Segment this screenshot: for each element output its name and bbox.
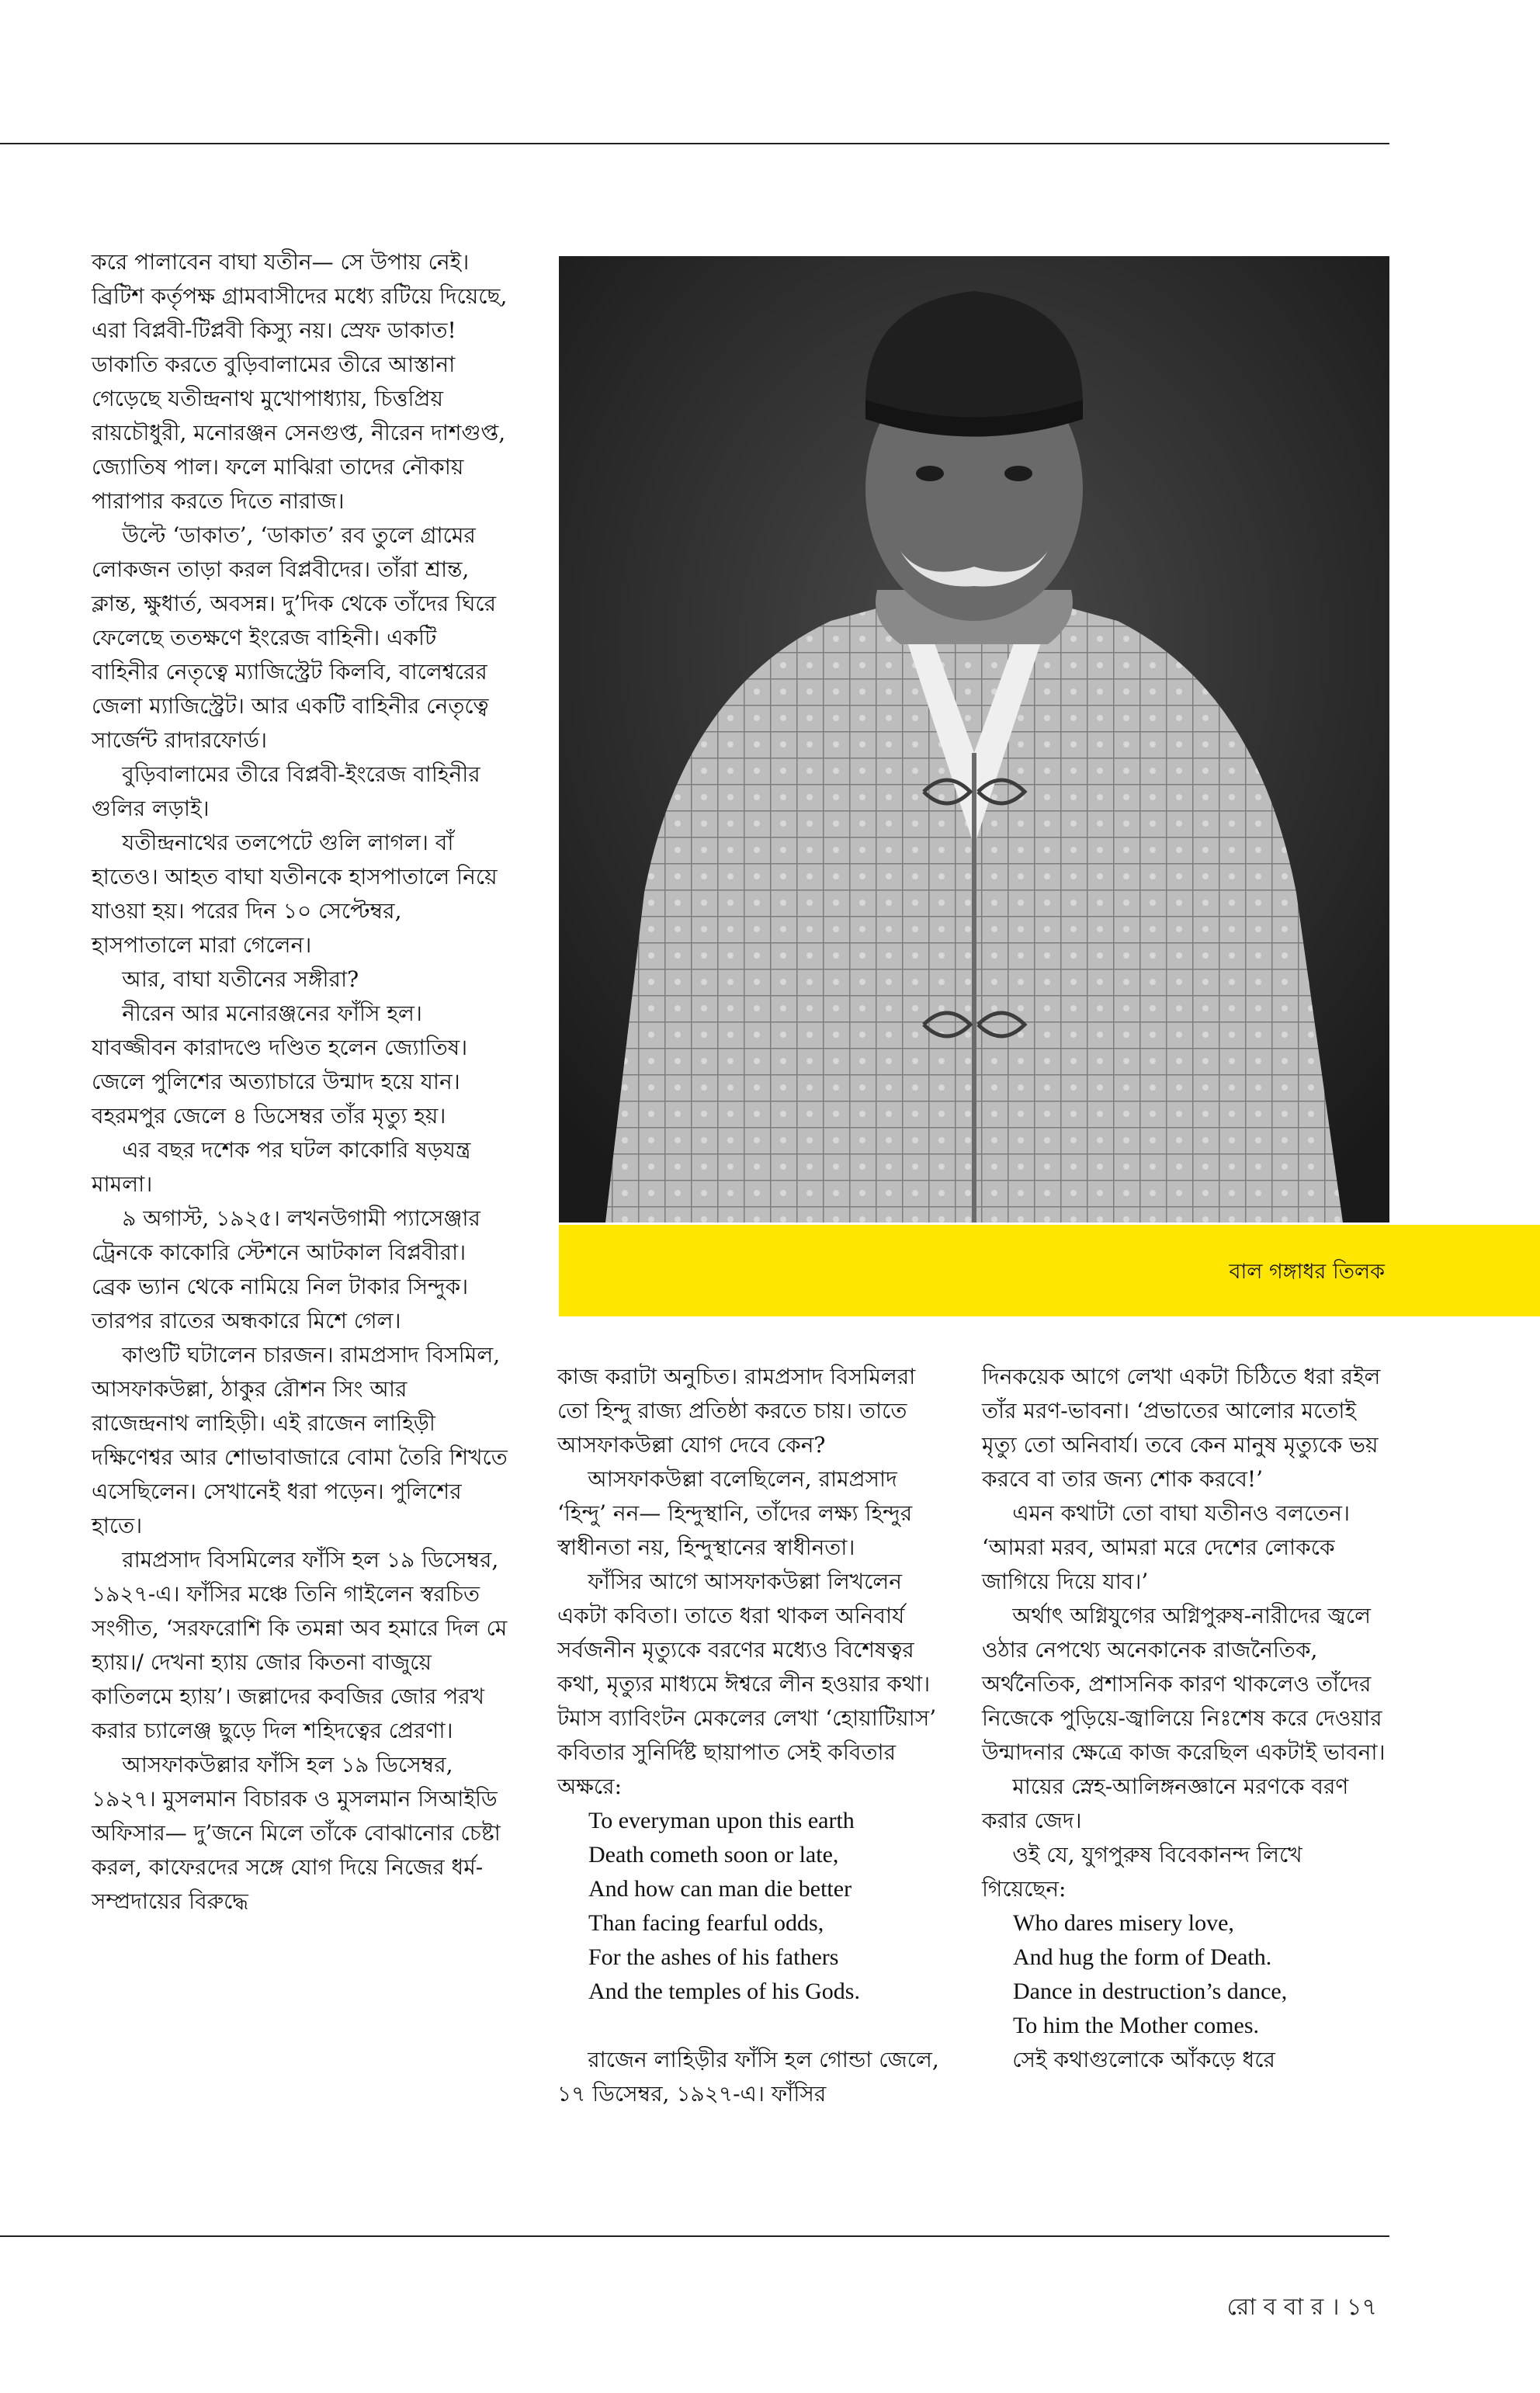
- left-column: [92, 245, 508, 1919]
- paragraph: ওই যে, যুগপুরুষ বিবেকানন্দ লিখে গিয়েছেন:: [982, 1842, 1302, 1902]
- bottom-rule: [0, 2235, 1389, 2237]
- paragraph: যতীন্দ্রনাথের তলপেটে গুলি লাগল। বাঁ হাতেও। আহত বাঘা যতীনকে হাসপাতালে নিয়ে যাওয়া হয়। পরের দিন ১০ সেপ্টেম্বর, হাসপাতালে মারা গেলেন।: [92, 830, 498, 958]
- paragraph: মায়ের স্নেহ-আলিঙ্গনজ্ঞানে মরণকে বরণ করার জেদ।: [982, 1774, 1349, 1833]
- page-footer: রো ব বা র । ১৭: [1226, 2294, 1377, 2321]
- paragraph: ৯ অগাস্ট, ১৯২৫। লখনউগামী প্যাসেঞ্জার ট্রেনকে কাকোরি স্টেশনে আটকাল বিপ্লবীরা। ব্রেক ভ্যান থেকে নামিয়ে নিল টাকার সিন্দুক। তারপর রাতের অন্ধকারে মিশে গেল।: [92, 1205, 480, 1333]
- paragraph: আর, বাঘা যতীনের সঙ্গীরা?: [122, 966, 359, 992]
- poem-line: Dance in destruction’s dance,: [1013, 1979, 1288, 2004]
- paragraph: আসফাকউল্লা বলেছিলেন, রামপ্রসাদ ‘হিন্দু’ নন— হিন্দুস্থানি, তাঁদের লক্ষ্য হিন্দুর স্বাধীনতা নয়, হিন্দুস্থানের স্বাধীনতা।: [557, 1466, 913, 1560]
- top-rule: [0, 143, 1389, 144]
- poem-line: And how can man die better: [588, 1876, 852, 1902]
- paragraph: বুড়িবালামের তীরে বিপ্লবী-ইংরেজ বাহিনীর গুলির লড়াই।: [92, 761, 480, 821]
- poem-line: Than facing fearful odds,: [588, 1910, 824, 1936]
- paragraph: দিনকয়েক আগে লেখা একটা চিঠিতে ধরা রইল তাঁর মরণ-ভাবনা। ‘প্রভাতের আলোর মতোই মৃত্যু তো অনিবার্য। তবে কেন মানুষ মৃত্যুকে ভয় করবে বা তার জন্য শোক করবে!’: [982, 1364, 1381, 1492]
- paragraph: কাণ্ডটি ঘটালেন চারজন। রামপ্রসাদ বিসমিল, আসফাকউল্লা, ঠাকুর রৌশন সিং আর রাজেন্দ্রনাথ লাহিড়ী। এই রাজেন লাহিড়ী দক্ষিণেশ্বর আর শোভাবাজারে বোমা তৈরি শিখতে এসেছিলেন। সেখানেই ধরা পড়েন। পুলিশের হাতে।: [92, 1342, 508, 1538]
- paragraph: রামপ্রসাদ বিসমিলের ফাঁসি হল ১৯ ডিসেম্বর, ১৯২৭-এ। ফাঁসির মঞ্চে তিনি গাইলেন স্বরচিত সংগীত, ‘সরফরোশি কি তমন্না অব হমারে দিল মে হ্যায়।/ দেখনা হ্যায় জোর কিতনা বাজুয়ে কাতিলমে হ্যায়’। জল্লাদের কবজির জোর পরখ করার চ্যালেঞ্জ ছুড়ে দিল শহিদত্বের প্রেরণা।: [92, 1547, 508, 1743]
- portrait-photo: [559, 256, 1389, 1223]
- paragraph: করে পালাবেন বাঘা যতীন— সে উপায় নেই। ব্রিটিশ কর্তৃপক্ষ গ্রামবাসীদের মধ্যে রটিয়ে দিয়েছে, এরা বিপ্লবী-টিপ্লবী কিস্যু নয়। স্রেফ ডাকাত! ডাকাতি করতে বুড়িবালামের তীরে আস্তানা গেড়েছে যতীন্দ্রনাথ মুখোপাধ্যায়, চিত্তপ্রিয় রায়চৌধুরী, মনোরঞ্জন সেনগুপ্ত, নীরেন দাশগুপ্ত, জ্যোতিষ পাল। ফলে মাঝিরা তাদের নৌকায় পারাপার করতে দিতে নারাজ।: [92, 249, 508, 514]
- paragraph: সেই কথাগুলোকে আঁকড়ে ধরে: [1012, 2047, 1275, 2072]
- paragraph: কাজ করাটা অনুচিত। রামপ্রসাদ বিসমিলরা তো হিন্দু রাজ্য প্রতিষ্ঠা করতে চায়। তাতে আসফাকউল্লা যোগ দেবে কেন?: [557, 1364, 916, 1458]
- poem-line: Death cometh soon or late,: [588, 1842, 839, 1868]
- caption-band: [559, 1225, 1540, 1316]
- photo-caption: বাল গঙ্গাধর তিলক: [1229, 1260, 1385, 1284]
- paragraph: এমন কথাটা তো বাঘা যতীনও বলতেন। ‘আমরা মরব, আমরা মরে দেশের লোককে জাগিয়ে দিয়ে যাব।’: [982, 1500, 1350, 1594]
- right-column: [982, 1360, 1386, 2077]
- paragraph: এর বছর দশেক পর ঘটল কাকোরি ষড়যন্ত্র মামলা।: [92, 1137, 471, 1197]
- paragraph: আসফাকউল্লার ফাঁসি হল ১৯ ডিসেম্বর, ১৯২৭। মুসলমান বিচারক ও মুসলমান সিআইডি অফিসার— দু’জনে মিলে তাঁকে বোঝানোর চেষ্টা করল, কাফেরদের সঙ্গে যোগ দিয়ে নিজের ধর্ম-সম্প্রদায়ের বিরুদ্ধে: [92, 1752, 501, 1914]
- poem-line: For the ashes of his fathers: [588, 1944, 839, 1970]
- paragraph: ফাঁসির আগে আসফাকউল্লা লিখলেন একটা কবিতা। তাতে ধরা থাকল অনিবার্য সর্বজনীন মৃত্যুকে বরণের মধ্যেও বিশেষত্বর কথা, মৃত্যুর মাধ্যমে ঈশ্বরে লীন হওয়ার কথা। টমাস ব্যাবিংটন মেকলের লেখা ‘হোয়াটিয়াস’ কবিতার সুনির্দিষ্ট ছায়াপাত সেই কবিতার অক্ষরে:: [557, 1569, 937, 1799]
- poem-line: To him the Mother comes.: [1013, 2013, 1260, 2038]
- poem-line: Who dares misery love,: [1013, 1910, 1234, 1936]
- paragraph: নীরেন আর মনোরঞ্জনের ফাঁসি হল। যাবজ্জীবন কারাদণ্ডে দণ্ডিত হলেন জ্যোতিষ। জেলে পুলিশের অত্যাচারে উন্মাদ হয়ে যান। বহরমপুর জেলে ৪ ডিসেম্বর তাঁর মৃত্যু হয়।: [92, 1001, 468, 1129]
- poem-line: To everyman upon this earth: [588, 1808, 855, 1833]
- middle-column: [557, 1360, 945, 2111]
- paragraph: উল্টে ‘ডাকাত’, ‘ডাকাত’ রব তুলে গ্রামের লোকজন তাড়া করল বিপ্লবীদের। তাঁরা শ্রান্ত, ক্লান্ত, ক্ষুধার্ত, অবসন্ন। দু’দিক থেকে তাঁদের ঘিরে ফেলেছে ততক্ষণে ইংরেজ বাহিনী। একটি বাহিনীর নেতৃত্বে ম্যাজিস্ট্রেট কিলবি, বালেশ্বরের জেলা ম্যাজিস্ট্রেট। আর একটি বাহিনীর নেতৃত্বে সার্জেন্ট রাদারফোর্ড।: [92, 522, 497, 753]
- poem-line: And hug the form of Death.: [1013, 1944, 1272, 1970]
- paragraph: অর্থাৎ অগ্নিযুগের অগ্নিপুরুষ-নারীদের জ্বলে ওঠার নেপথ্যে অনেকানেক রাজনৈতিক, অর্থনৈতিক, প্রশাসনিক কারণ থাকলেও তাঁদের নিজেকে পুড়িয়ে-জ্বালিয়ে নিঃশেষ করে দেওয়ার উন্মাদনার ক্ষেত্রে কাজ করেছিল একটাই ভাবনা।: [982, 1603, 1386, 1765]
- portrait-illustration: [559, 256, 1389, 1223]
- poem-line: And the temples of his Gods.: [588, 1979, 860, 2004]
- paragraph: রাজেন লাহিড়ীর ফাঁসি হল গোন্ডা জেলে, ১৭ ডিসেম্বর, ১৯২৭-এ। ফাঁসির: [557, 2047, 939, 2107]
